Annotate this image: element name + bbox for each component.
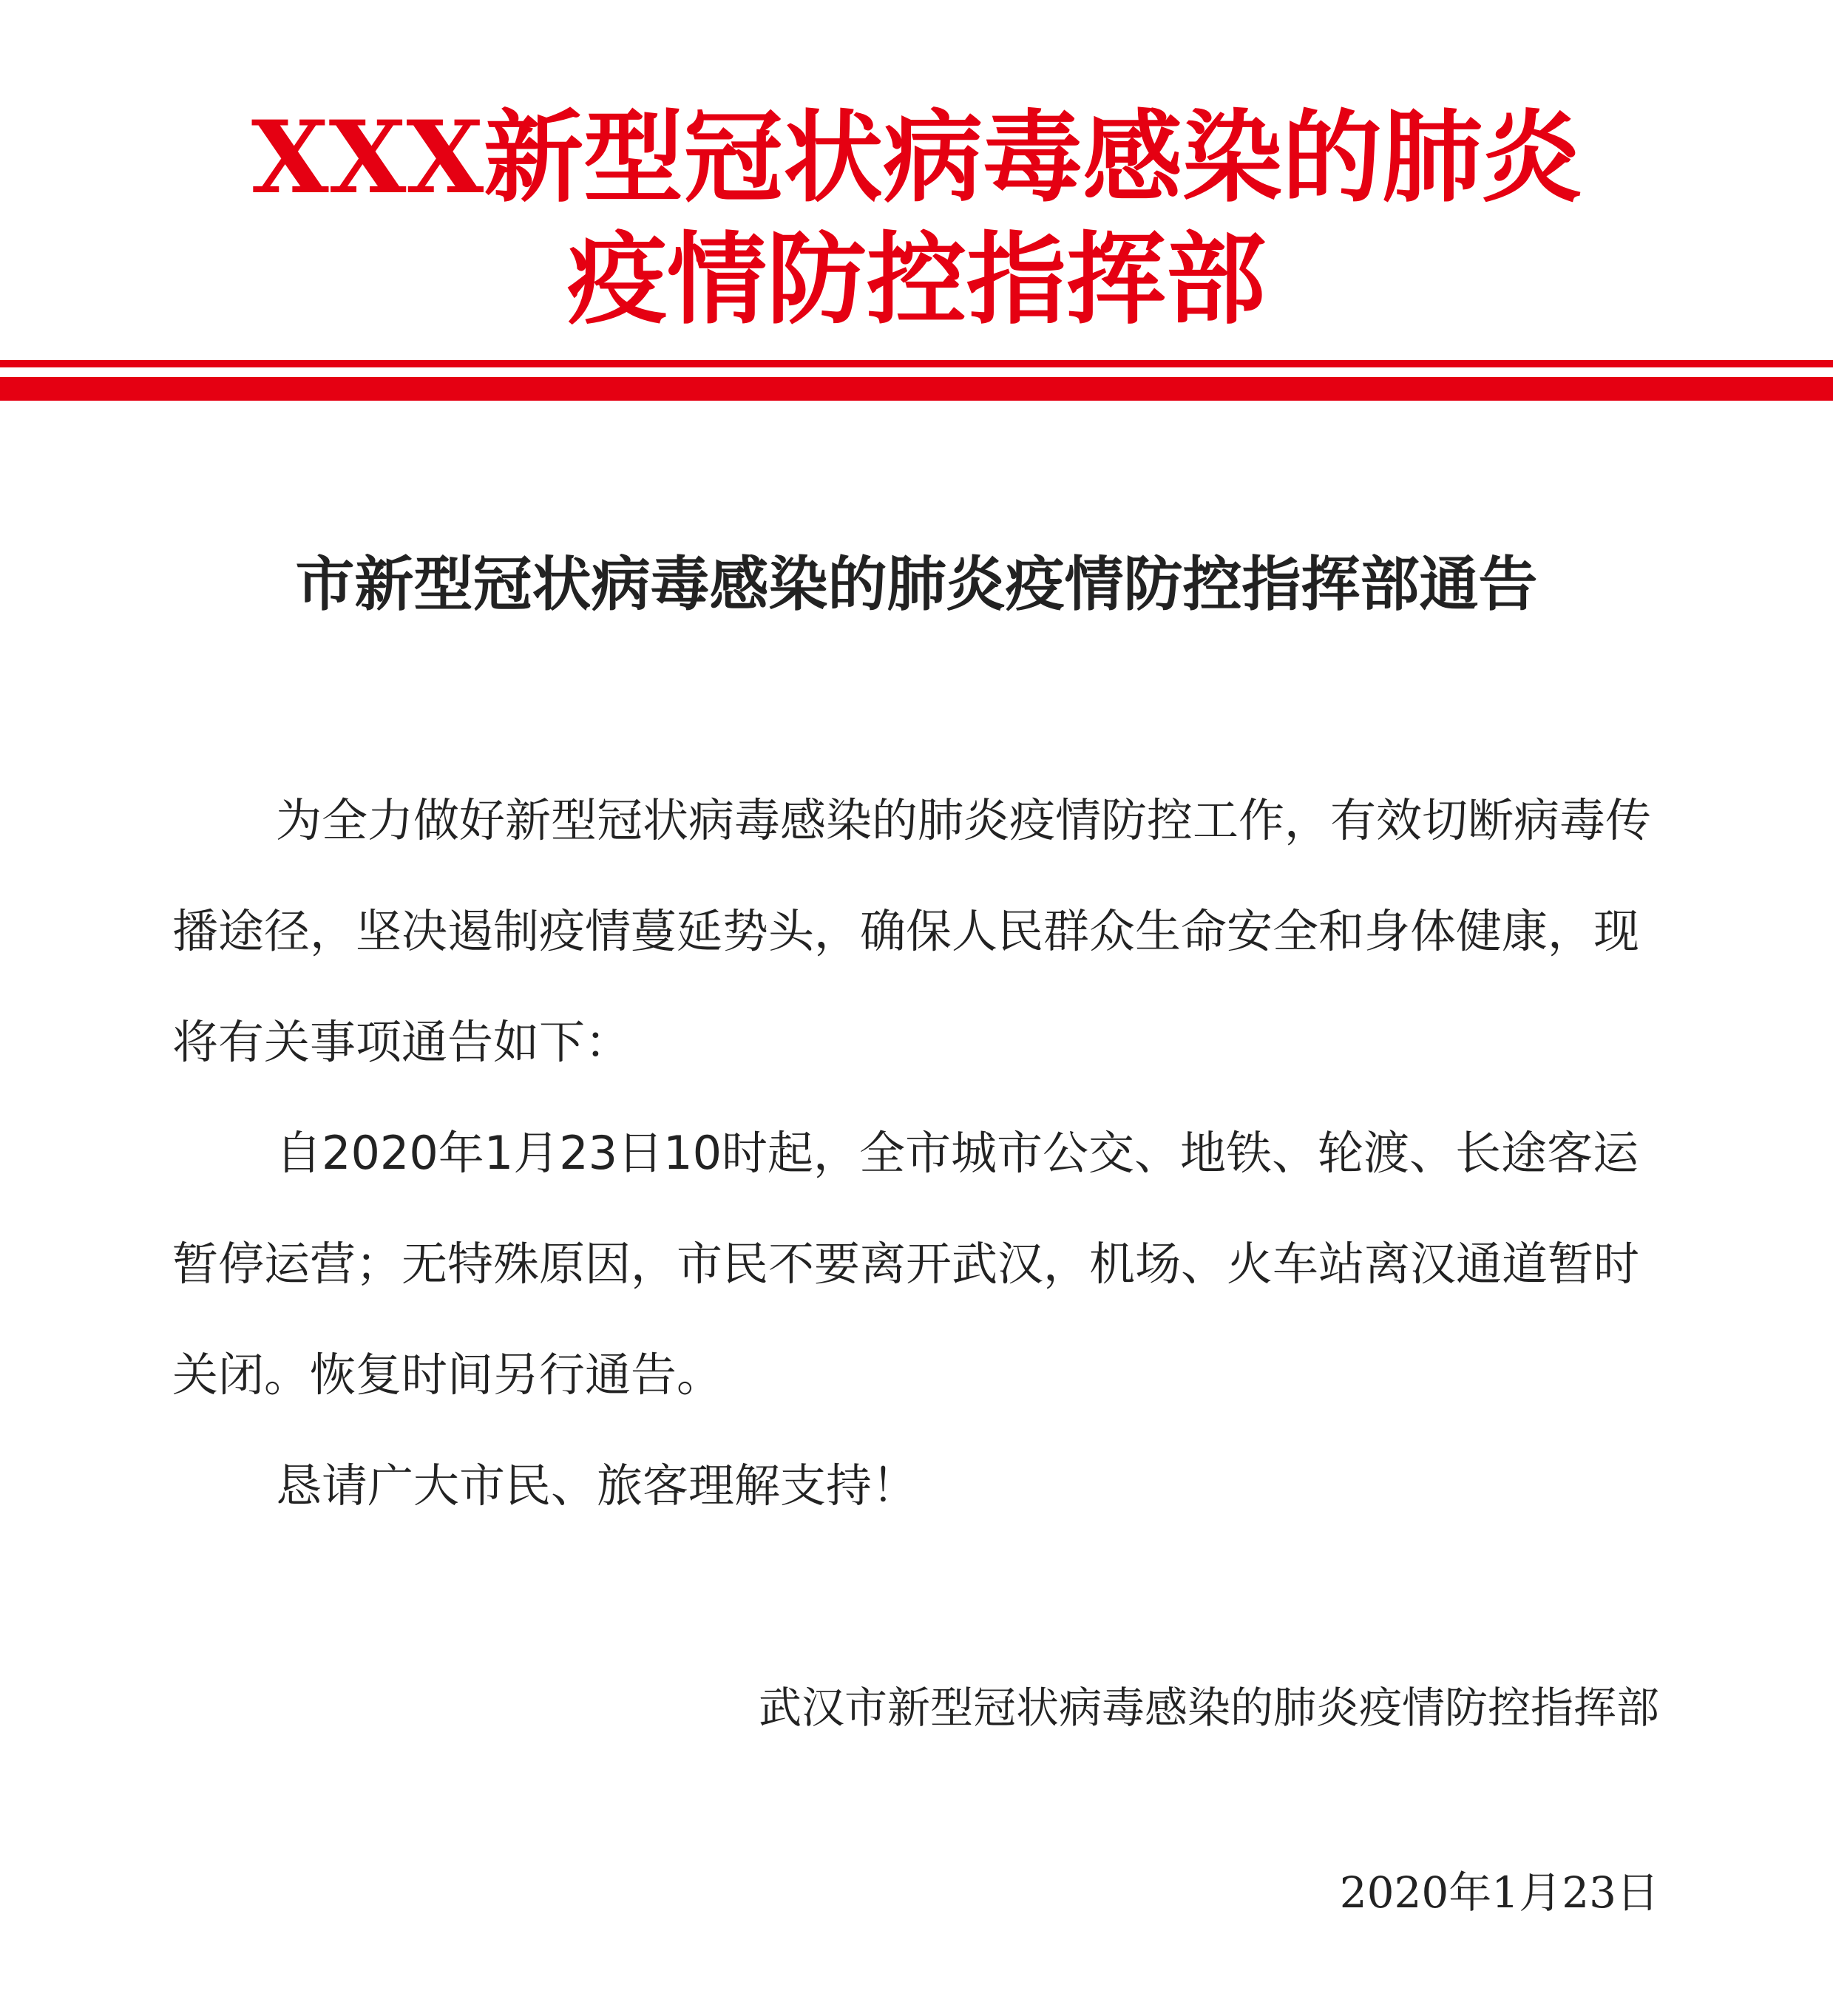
masthead [0,96,1833,340]
issue-date: 2020年1月23日 [1339,1867,1659,1918]
body-paragraph-2: 自2020年1月23日10时起，全市城市公交、地铁、轮渡、长途客运暂停运营；无特殊原因，市民不要离开武汉，机场、火车站离汉通道暂时关闭。恢复时间另行通告。 [172,1126,1640,1402]
red-rule-thick [0,377,1833,401]
issuer-signature: 武汉市新型冠状病毒感染的肺炎疫情防控指挥部 [758,1683,1659,1733]
masthead-line-2: 疫情防控指挥部 [567,220,1266,338]
document-body [172,765,1662,1541]
body-paragraph-1: 为全力做好新型冠状病毒感染的肺炎疫情防控工作，有效切断病毒传播途径，坚决遏制疫情蔓延势头，确保人民群众生命安全和身体健康，现将有关事项通告如下： [172,793,1652,1069]
masthead-line-1: XXX新型冠状病毒感染的肺炎 [251,98,1582,216]
body-paragraph-3: 恳请广大市民、旅客理解支持！ [276,1459,918,1513]
document-title: 市新型冠状病毒感染的肺炎疫情防控指挥部通告 [295,549,1538,619]
red-rule-thin [0,360,1833,367]
